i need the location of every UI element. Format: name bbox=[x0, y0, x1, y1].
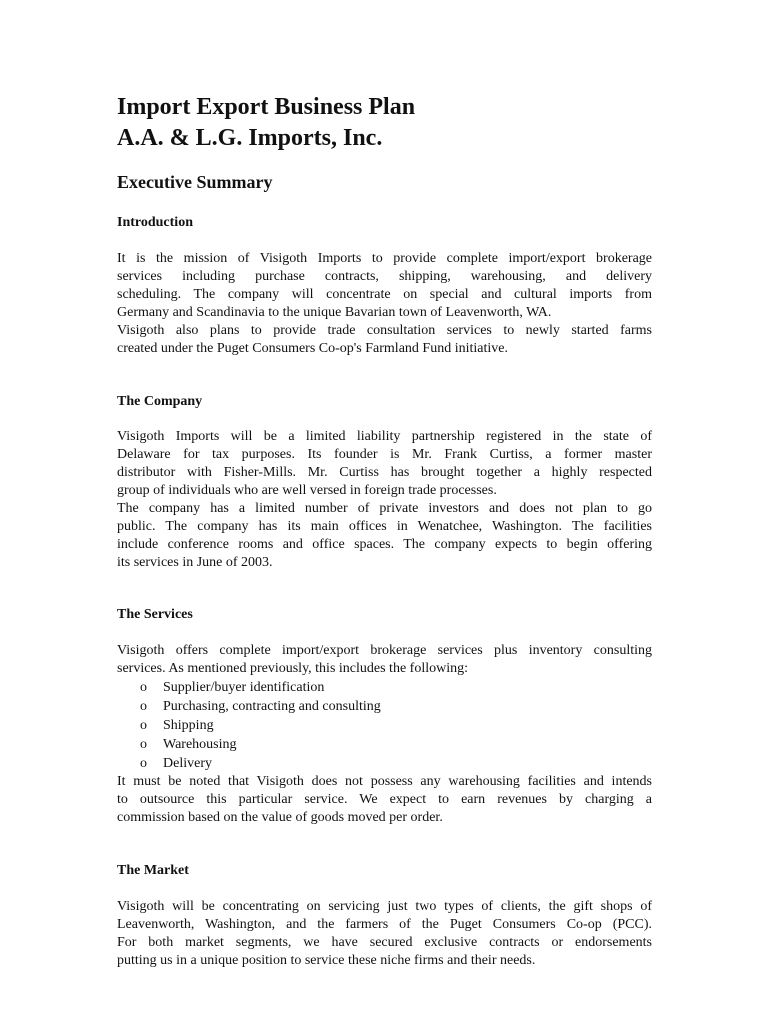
services-outro-paragraph bbox=[117, 773, 652, 827]
bullet-marker: o bbox=[140, 737, 147, 752]
paragraph-line: group of individuals who are well versed in foreign trade processes. bbox=[117, 483, 497, 498]
bullet-marker: o bbox=[140, 756, 147, 771]
bullet-marker: o bbox=[140, 718, 147, 733]
bullet-marker: o bbox=[140, 680, 147, 695]
paragraph-line: putting us in a unique position to service these niche firms and their needs. bbox=[117, 953, 536, 968]
executive-summary-heading: Executive Summary bbox=[117, 172, 273, 192]
list-item-text: Shipping bbox=[163, 718, 214, 733]
company-paragraph bbox=[117, 428, 652, 572]
document-title bbox=[117, 92, 677, 154]
paragraph-line: services including purchase contracts, shipping, warehousing, and delivery bbox=[117, 269, 652, 284]
introduction-heading: Introduction bbox=[117, 215, 193, 230]
paragraph-line: It must be noted that Visigoth does not possess any warehousing facilities and intends bbox=[117, 774, 652, 789]
paragraph-line: Visigoth offers complete import/export brokerage services plus inventory consulting bbox=[117, 643, 652, 658]
paragraph-line: include conference rooms and office spaces. The company expects to begin offering bbox=[117, 537, 652, 552]
paragraph-line: Leavenworth, Washington, and the farmers of the Puget Consumers Co-op (PCC). bbox=[117, 917, 652, 932]
paragraph-line: Visigoth also plans to provide trade consultation services to newly started farms bbox=[117, 323, 652, 338]
list-item-text: Supplier/buyer identification bbox=[163, 680, 325, 695]
paragraph-line: distributor with Fisher-Mills. Mr. Curtiss has brought together a highly respected bbox=[117, 465, 652, 480]
list-item-text: Warehousing bbox=[163, 737, 237, 752]
company-heading: The Company bbox=[117, 394, 203, 409]
list-item bbox=[140, 697, 381, 716]
paragraph-line: Germany and Scandinavia to the unique Bavarian town of Leavenworth, WA. bbox=[117, 305, 552, 320]
bullet-marker: o bbox=[140, 699, 147, 714]
title-line-2: A.A. & L.G. Imports, Inc. bbox=[117, 125, 383, 151]
paragraph-line: The company has a limited number of private investors and does not plan to go bbox=[117, 501, 652, 516]
list-item bbox=[140, 735, 381, 754]
paragraph-line: It is the mission of Visigoth Imports to provide complete import/export brokerage bbox=[117, 251, 652, 266]
list-item bbox=[140, 716, 381, 735]
list-item-text: Purchasing, contracting and consulting bbox=[163, 699, 381, 714]
paragraph-line: Visigoth Imports will be a limited liability partnership registered in the state of bbox=[117, 429, 652, 444]
list-item-text: Delivery bbox=[163, 756, 212, 771]
market-paragraph bbox=[117, 898, 652, 970]
title-line-1: Import Export Business Plan bbox=[117, 94, 416, 120]
list-item bbox=[140, 678, 381, 697]
services-heading: The Services bbox=[117, 607, 193, 622]
paragraph-line: commission based on the value of goods moved per order. bbox=[117, 810, 443, 825]
market-heading: The Market bbox=[117, 863, 189, 878]
paragraph-line: scheduling. The company will concentrate on special and cultural imports from bbox=[117, 287, 652, 302]
introduction-paragraph bbox=[117, 250, 652, 358]
paragraph-line: services. As mentioned previously, this includes the following: bbox=[117, 661, 468, 676]
paragraph-line: Delaware for tax purposes. Its founder is Mr. Frank Curtiss, a former master bbox=[117, 447, 652, 462]
paragraph-line: Visigoth will be concentrating on servicing just two types of clients, the gift shops of bbox=[117, 899, 652, 914]
list-item bbox=[140, 754, 381, 773]
services-bullet-list bbox=[140, 678, 381, 773]
paragraph-line: public. The company has its main offices in Wenatchee, Washington. The facilities bbox=[117, 519, 652, 534]
paragraph-line: created under the Puget Consumers Co-op's Farmland Fund initiative. bbox=[117, 341, 508, 356]
paragraph-line: For both market segments, we have secured exclusive contracts or endorsements bbox=[117, 935, 652, 950]
paragraph-line: its services in June of 2003. bbox=[117, 555, 273, 570]
paragraph-line: to outsource this particular service. We expect to earn revenues by charging a bbox=[117, 792, 652, 807]
services-intro-paragraph bbox=[117, 642, 652, 678]
